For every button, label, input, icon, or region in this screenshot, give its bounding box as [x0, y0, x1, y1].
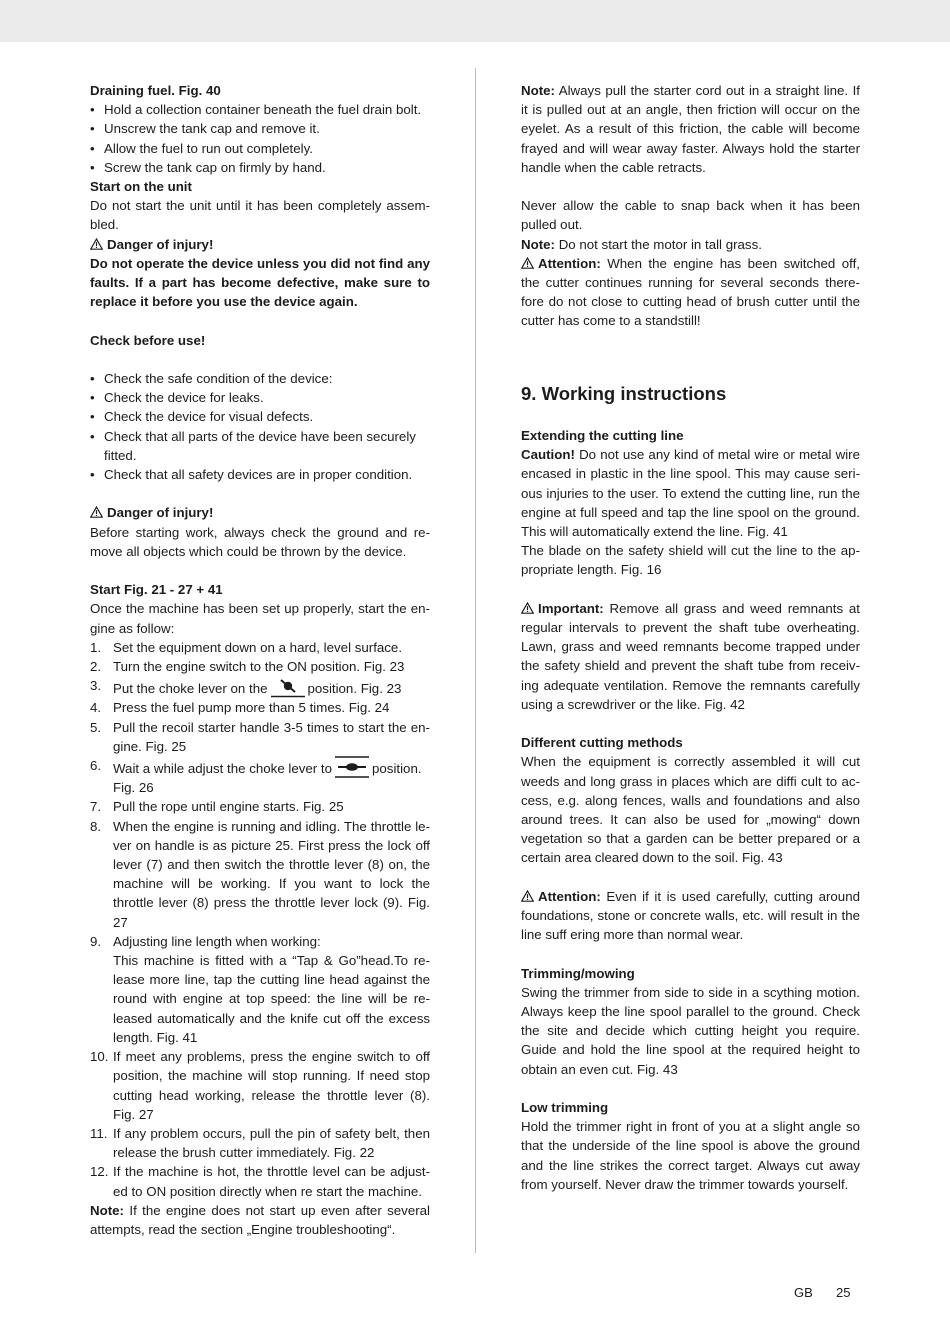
- list-item: 10. If meet any problems, press the engine switch to off position, the machine will stop running. If need stop cutting head working, release the throttle lever (8). Fig. 27: [90, 1049, 430, 1122]
- page-number: 25: [836, 1285, 851, 1300]
- warning-triangle-icon: [521, 257, 534, 269]
- danger-heading-text: Danger of injury!: [107, 236, 214, 252]
- footer-language: GB: [794, 1285, 813, 1300]
- list-item: • Check the safe condition of the device:: [90, 369, 430, 388]
- cable-snap-text: Never allow the cable to snap back when it has been pulled out.: [521, 198, 860, 233]
- check-before-use-heading: Check before use!: [90, 332, 206, 348]
- warning-triangle-icon: [90, 238, 103, 250]
- start-steps-list: [90, 638, 430, 1201]
- important-text: Important: Remove all grass and weed remnants at regular intervals to prevent the shaft tube overheating. Lawn, grass and weed remnants become trapped under the safety shield and prevent the shaft tube from receiv-ing adequate ventilation. Remove the remnants carefully using a screwdriver or the like. Fig. 42: [521, 600, 860, 712]
- choke-open-icon: [335, 756, 369, 778]
- list-item: 4. Press the fuel pump more than 5 times. Fig. 24: [90, 700, 390, 716]
- danger-heading-2: [90, 503, 430, 522]
- top-header-bar: [0, 0, 950, 42]
- list-item: • Hold a collection container beneath the fuel drain bolt.: [90, 100, 430, 119]
- choke-closed-icon: [271, 676, 305, 698]
- list-item: • Check the device for leaks.: [90, 388, 430, 407]
- list-item: 2. Turn the engine switch to the ON position. Fig. 23: [90, 659, 405, 675]
- list-item: 12. If the machine is hot, the throttle level can be adjust-ed to ON position directly when re start the machine.: [90, 1164, 430, 1199]
- right-column: [521, 81, 860, 1194]
- check-list: [90, 369, 430, 484]
- start-unit-heading: Start on the unit: [90, 179, 192, 195]
- engine-note: Note: If the engine does not start up even after several attempts, read the section „Engine troubleshooting“.: [90, 1202, 431, 1237]
- danger-heading: [90, 235, 430, 254]
- list-item: 5. Pull the recoil starter handle 3-5 times to start the en-gine. Fig. 25: [90, 719, 430, 754]
- low-trimming-heading: Low trimming: [521, 1100, 609, 1116]
- caution-text: Caution! Do not use any kind of metal wire or metal wire encased in plastic in the line spool. This may cause seri-ous injuries to the user. To extend the cutting line, run the engine at full speed and tap the line spool on the ground. This will automatically extend the line. Fig. 41: [521, 447, 860, 540]
- list-item: • Unscrew the tank cap and remove it.: [90, 119, 430, 138]
- cutting-methods-heading: Different cutting methods: [521, 735, 683, 751]
- list-item: 9. Adjusting line length when working: This machine is fitted with a “Tap & Go”head.To re-lease more line, tap the cutting line head against the round with engine at top speed: the line will be re-leased automatically and the knife cut off the excess length. Fig. 41: [90, 933, 430, 1045]
- list-item: 1. Set the equipment down on a hard, level surface.: [90, 639, 403, 655]
- list-item: • Allow the fuel to run out completely.: [90, 139, 430, 158]
- left-column: [90, 81, 430, 1239]
- list-item: • Check the device for visual defects.: [90, 407, 430, 426]
- list-item: 11. If any problem occurs, pull the pin of safety belt, then release the brush cutter immediately. Fig. 22: [90, 1125, 430, 1161]
- list-item: • Check that all parts of the device have been securely fitted.: [90, 427, 430, 465]
- trimming-heading: Trimming/mowing: [521, 965, 635, 981]
- draining-fuel-heading: Draining fuel. Fig. 40: [90, 83, 221, 98]
- attention-wear-text: Attention: Even if it is used carefully, cutting around foundations, stone or concrete walls, etc. will result in the line suff ering more than normal wear.: [521, 888, 860, 943]
- danger-text: Do not operate the device unless you did not find any faults. If a part has become defective, make sure to replace it before you use the device again.: [90, 255, 430, 310]
- starter-cord-note: Note: Always pull the starter cord out in a straight line. If it is pulled out at an angle, then friction will occur on the eyelet. As a result of this friction, the cable will become frayed and will wear away faster. Always hold the starter handle when the cable retracts.: [521, 83, 860, 175]
- column-divider: [475, 68, 476, 1253]
- danger-text-2: Before starting work, always check the ground and re-move all objects which could be thrown by the device.: [90, 524, 430, 559]
- warning-triangle-icon: [90, 506, 103, 518]
- list-item: • Screw the tank cap on firmly by hand.: [90, 158, 430, 177]
- warning-triangle-icon: [521, 890, 534, 902]
- warning-triangle-icon: [521, 602, 534, 614]
- danger-heading-text: Danger of injury!: [107, 505, 214, 521]
- start-heading: Start Fig. 21 - 27 + 41: [90, 582, 223, 598]
- list-item: 6. Wait a while adjust the choke lever to position. Fig. 26: [90, 758, 422, 796]
- section-title: 9. Working instructions: [521, 383, 727, 405]
- low-trimming-text: Hold the trimmer right in front of you at a slight angle so that the underside of the line spool is above the ground and the line strikes the correct target. Always cut away from yourself. Never draw the trimmer towards yourself.: [521, 1119, 860, 1192]
- cutting-methods-text: When the equipment is correctly assembled it will cut weeds and long grass in places which are diffi cult to ac-cess, e.g. along fences, walls and foundations and also around trees. It can also be used for „mowing“ down vegetation so that a garden can be better prepared or a certain area cleared down to the soil. Fig. 43: [521, 754, 860, 866]
- blade-text: The blade on the safety shield will cut the line to the ap-propriate length. Fig. 16: [521, 543, 860, 578]
- list-item: 3. Put the choke lever on the position. Fig. 23: [90, 678, 402, 697]
- tall-grass-note: Note: Do not start the motor in tall grass.: [521, 236, 762, 252]
- list-item: 8. When the engine is running and idling. The throttle le-ver on handle is as picture 25. First press the lock off lever (7) and then switch the throttle lever (8) on, the machine will be working. If you want to lock the throttle lever (8) press the throttle lever lock (9). Fig. 27: [90, 818, 430, 930]
- list-item: • Check that all safety devices are in proper condition.: [90, 465, 430, 484]
- extend-line-heading: Extending the cutting line: [521, 428, 684, 444]
- draining-fuel-list: [90, 100, 430, 177]
- list-item: 7. Pull the rope until engine starts. Fig. 25: [90, 799, 344, 815]
- start-intro: Once the machine has been set up properly, start the en-gine as follow:: [90, 601, 430, 636]
- attention-cutter-text: Attention: When the engine has been switched off, the cutter continues running for several seconds there-fore do not close to cutting head of brush cutter until the cutter has come to a standstill!: [521, 255, 860, 329]
- start-unit-text: Do not start the unit until it has been completely assem-bled.: [90, 198, 430, 233]
- trimming-text: Swing the trimmer from side to side in a scything motion. Always keep the line spool parallel to the ground. Check the site and decide which cutting height you require. Guide and hold the line spool at the required height to obtain an even cut. Fig. 43: [521, 984, 860, 1077]
